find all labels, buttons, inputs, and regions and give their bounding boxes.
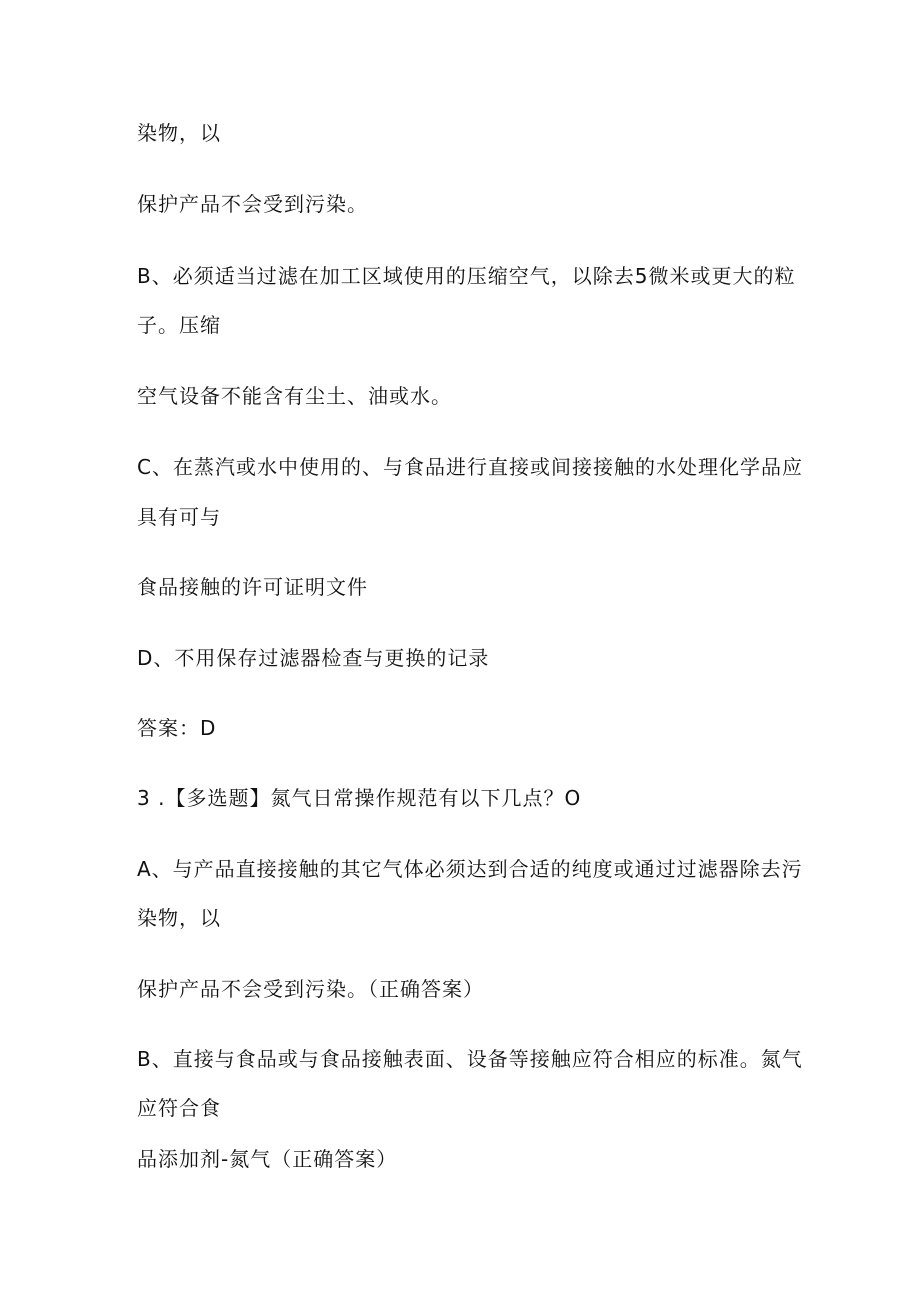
text-line: 应符合食 xyxy=(137,1096,221,1120)
text-line: 空气设备不能含有尘土、油或水。 xyxy=(137,384,452,408)
text-line: 具有可与 xyxy=(137,505,221,529)
text-line: 染物，以 xyxy=(137,906,221,930)
question-title: 3 .【多选题】氮气日常操作规范有以下几点？O xyxy=(137,786,582,810)
text-line: 食品接触的许可证明文件 xyxy=(137,575,368,599)
option-b-line: B、必须适当过滤在加工区域使用的压缩空气，以除去5微米或更大的粒 xyxy=(137,264,796,288)
option-b-line: B、直接与食品或与食品接触表面、设备等接触应符合相应的标准。氮气 xyxy=(137,1047,803,1071)
text-line: 保护产品不会受到污染。 xyxy=(137,192,368,216)
text-line: 染物，以 xyxy=(137,121,221,145)
answer-line: 答案：D xyxy=(137,716,217,740)
text-line: 品添加剂-氮气（正确答案） xyxy=(137,1147,398,1171)
option-a-line: A、与产品直接接触的其它气体必须达到合适的纯度或通过过滤器除去污 xyxy=(137,857,803,881)
option-c-line: C、在蒸汽或水中使用的、与食品进行直接或间接接触的水处理化学品应 xyxy=(137,455,803,479)
option-d-line: D、不用保存过滤器检查与更换的记录 xyxy=(137,646,490,670)
text-line: 子。压缩 xyxy=(137,313,221,337)
text-line: 保护产品不会受到污染。（正确答案） xyxy=(137,977,484,1001)
